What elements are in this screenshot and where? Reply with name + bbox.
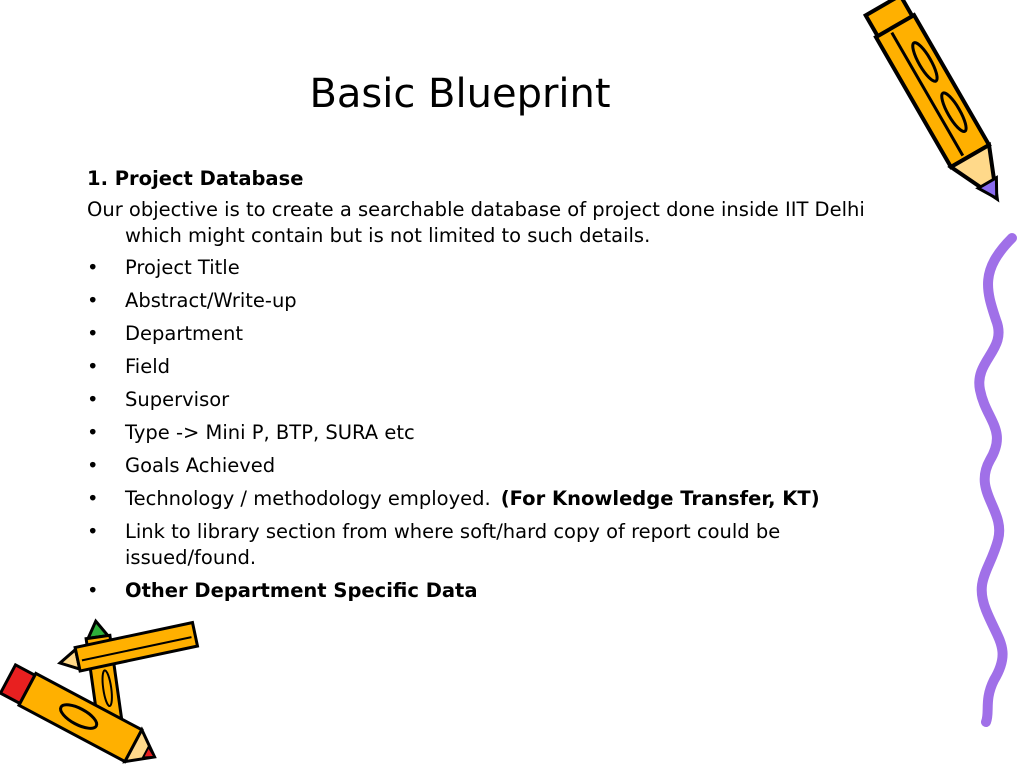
list-item: [87, 321, 907, 347]
bullet: •: [87, 322, 99, 345]
pencil-icon: [850, 0, 1000, 245]
list-item: [87, 255, 907, 281]
bullet: •: [87, 579, 99, 602]
bullet: •: [87, 289, 99, 312]
list-item: [87, 288, 907, 314]
item-text: Technology / methodology employed.: [125, 487, 491, 510]
bullet: •: [87, 520, 99, 543]
item-text: Supervisor: [125, 388, 230, 411]
item-text: Department: [125, 322, 243, 345]
item-text: Field: [125, 355, 171, 378]
item-text: Link to library section from where soft/hard copy of report could be issued/found.: [125, 520, 781, 569]
list-item: [87, 453, 907, 479]
list-item: [87, 486, 907, 512]
pencils-icon: [0, 615, 210, 765]
item-text: Type -> Mini P, BTP, SURA etc: [125, 421, 415, 444]
list-item: [87, 420, 907, 446]
bullet: •: [87, 487, 99, 510]
item-text: Abstract/Write-up: [125, 289, 297, 312]
list-item: [87, 519, 907, 571]
detail-list: [87, 255, 907, 604]
slide-body: [87, 166, 907, 611]
bullet: •: [87, 388, 99, 411]
item-text: Project Title: [125, 256, 240, 279]
item-text: Other Department Specific Data: [125, 579, 478, 602]
list-item: [87, 354, 907, 380]
section-heading: 1. Project Database: [87, 167, 304, 190]
item-emphasis: (For Knowledge Transfer, KT): [500, 487, 820, 510]
slide-title: Basic Blueprint: [309, 71, 611, 117]
intro-paragraph: Our objective is to create a searchable database of project done inside IIT Delhi which might contain but is not limited to such details.: [87, 198, 865, 247]
list-item: [87, 578, 907, 604]
squiggle-icon: [960, 230, 1024, 730]
bullet: •: [87, 454, 99, 477]
bullet: •: [87, 421, 99, 444]
item-text: Goals Achieved: [125, 454, 276, 477]
list-item: [87, 387, 907, 413]
bullet: •: [87, 355, 99, 378]
bullet: •: [87, 256, 99, 279]
